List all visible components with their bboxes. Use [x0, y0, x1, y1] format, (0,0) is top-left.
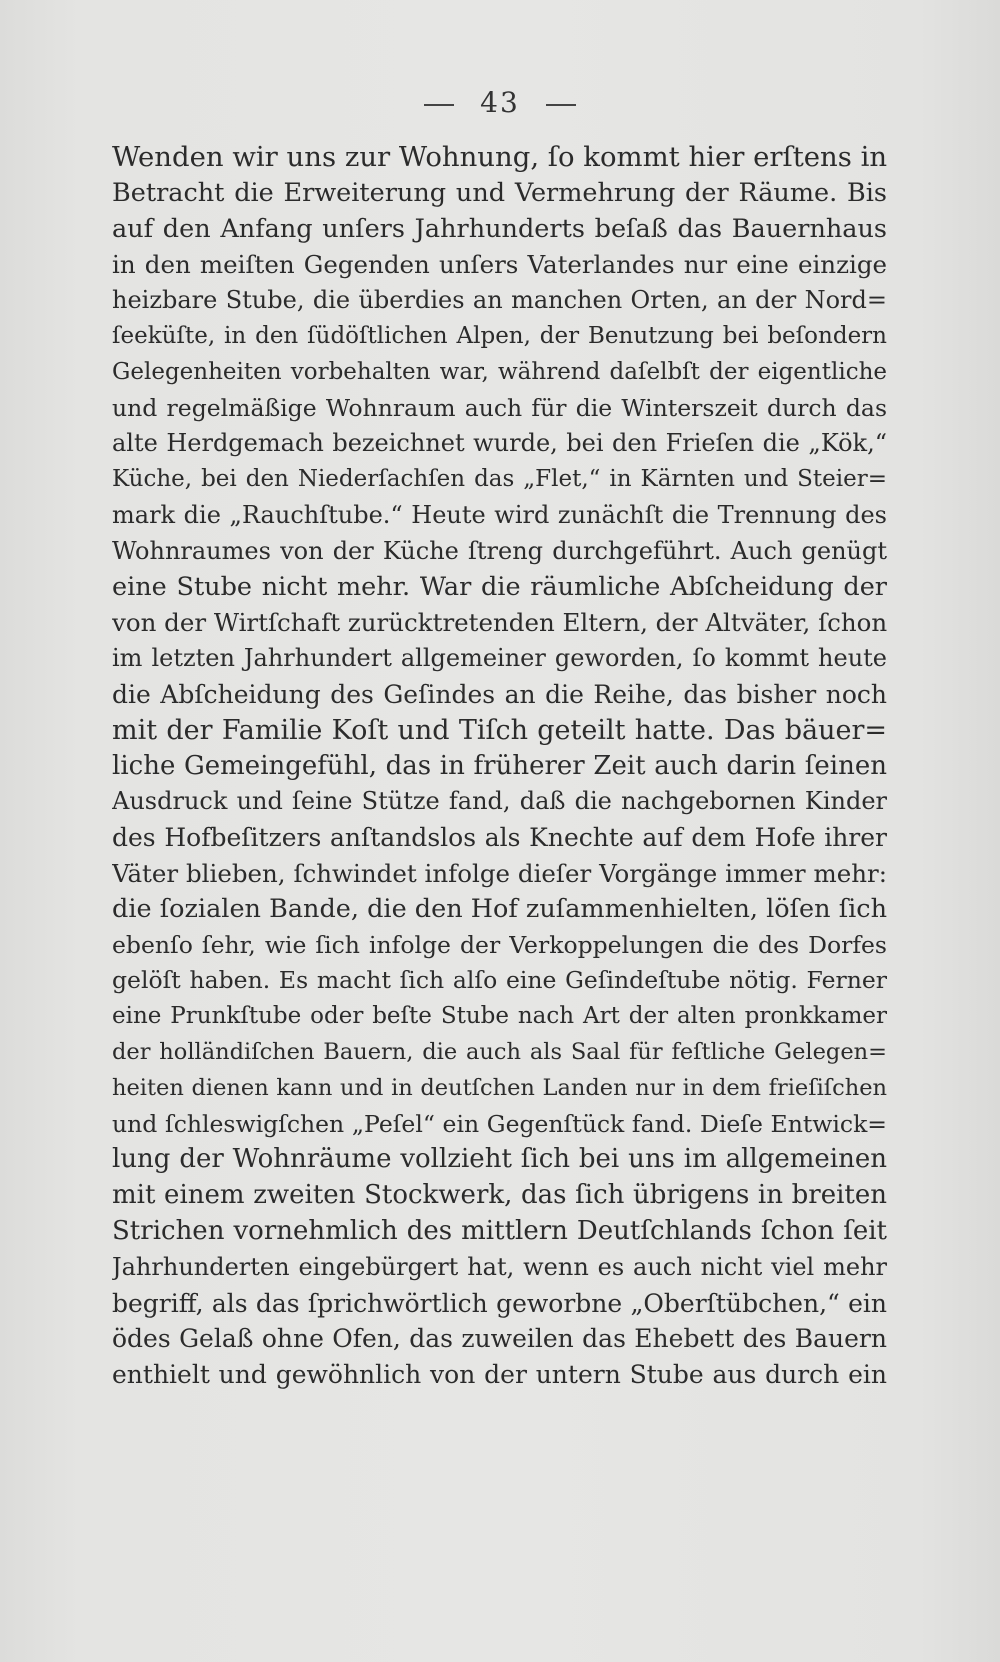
text-line: mit der Familie Koſt und Tiſch geteilt hatte. Das bäuer=: [112, 714, 887, 746]
text-line: im letzten Jahrhundert allgemeiner geworden, ſo kommt heute: [112, 644, 887, 673]
body-text: [112, 140, 887, 1393]
header-dash-left: [424, 104, 454, 106]
text-line: enthielt und gewöhnlich von der untern Stube aus durch ein: [112, 1360, 887, 1390]
text-line: gelöſt haben. Es macht ſich alſo eine Geſindeſtube nötig. Ferner: [112, 966, 887, 995]
text-line: Wenden wir uns zur Wohnung, ſo kommt hier erſtens in: [112, 141, 887, 173]
text-line: Väter blieben, ſchwindet infolge dieſer Vorgänge immer mehr:: [112, 858, 887, 888]
page-number: 43: [480, 86, 520, 119]
text-line: eine Stube nicht mehr. War die räumliche Abſcheidung der: [112, 571, 887, 602]
text-line: Wohnraumes von der Küche ſtreng durchgeführt. Auch genügt: [112, 536, 887, 565]
text-line: lung der Wohnräume vollzieht ſich bei uns im allgemeinen: [112, 1144, 887, 1175]
text-line: Jahrhunderten eingebürgert hat, wenn es auch nicht viel mehr: [112, 1252, 887, 1281]
text-line: Strichen vornehmlich des mittlern Deutſchlands ſchon ſeit: [112, 1215, 887, 1246]
text-line: und ſchleswigſchen „Peſel“ ein Gegenſtück fand. Dieſe Entwick=: [112, 1109, 887, 1138]
text-line: ſeeküſte, in den ſüdöſtlichen Alpen, der Benutzung bei beſondern: [112, 322, 887, 349]
text-line: Gelegenheiten vorbehalten war, während daſelbſt der eigentliche: [112, 358, 887, 385]
text-line: mit einem zweiten Stockwerk, das ſich übrigens in breiten: [112, 1180, 887, 1211]
text-line: der holländiſchen Bauern, die auch als Saal für feſtliche Gelegen=: [112, 1038, 887, 1065]
page-header: [0, 86, 1000, 119]
text-line: die ſozialen Bande, die den Hof zuſammenhielten, löſen ſich: [112, 893, 887, 924]
text-line: mark die „Rauchſtube.“ Heute wird zunächſt die Trennung des: [112, 500, 887, 529]
text-line: in den meiſten Gegenden unſers Vaterlandes nur eine einzige: [112, 250, 887, 280]
text-line: heizbare Stube, die überdies an manchen Orten, an der Nord=: [112, 286, 887, 315]
text-line: begriff, als das ſprichwörtlich geworbne „Oberſtübchen,“ ein: [112, 1288, 887, 1318]
text-line: Betracht die Erweiterung und Vermehrung der Räume. Bis: [112, 177, 887, 208]
text-line: liche Gemeingefühl, das in früherer Zeit auch darin ſeinen: [112, 750, 887, 781]
header-dash-right: [546, 104, 576, 106]
text-line: alte Herdgemach bezeichnet wurde, bei den Frieſen die „Kök,“: [112, 429, 887, 458]
text-line: auf den Anfang unſers Jahrhunderts beſaß das Bauernhaus: [112, 213, 887, 244]
text-line: und regelmäßige Wohnraum auch für die Winterszeit durch das: [112, 393, 887, 422]
text-line: die Abſcheidung des Geſindes an die Reihe, das bisher noch: [112, 679, 887, 709]
text-line: von der Wirtſchaft zurücktretenden Eltern, der Altväter, ſchon: [112, 608, 887, 638]
text-line: eine Prunkſtube oder beſte Stube nach Art der alten pronkkamer: [112, 1003, 887, 1030]
text-line: des Hofbeſitzers anſtandslos als Knechte auf dem Hofe ihrer: [112, 823, 887, 853]
text-line: Küche, bei den Niederſachſen das „Flet,“ in Kärnten und Steier=: [112, 466, 887, 493]
text-line: heiten dienen kann und in deutſchen Landen nur in dem frieſiſchen: [112, 1074, 887, 1101]
text-line: Ausdruck und ſeine Stütze fand, daß die nachgebornen Kinder: [112, 787, 887, 816]
text-line: ödes Gelaß ohne Ofen, das zuweilen das Ehebett des Bauern: [112, 1324, 887, 1354]
text-line: ebenſo ſehr, wie ſich infolge der Verkoppelungen die des Dorfes: [112, 930, 887, 959]
